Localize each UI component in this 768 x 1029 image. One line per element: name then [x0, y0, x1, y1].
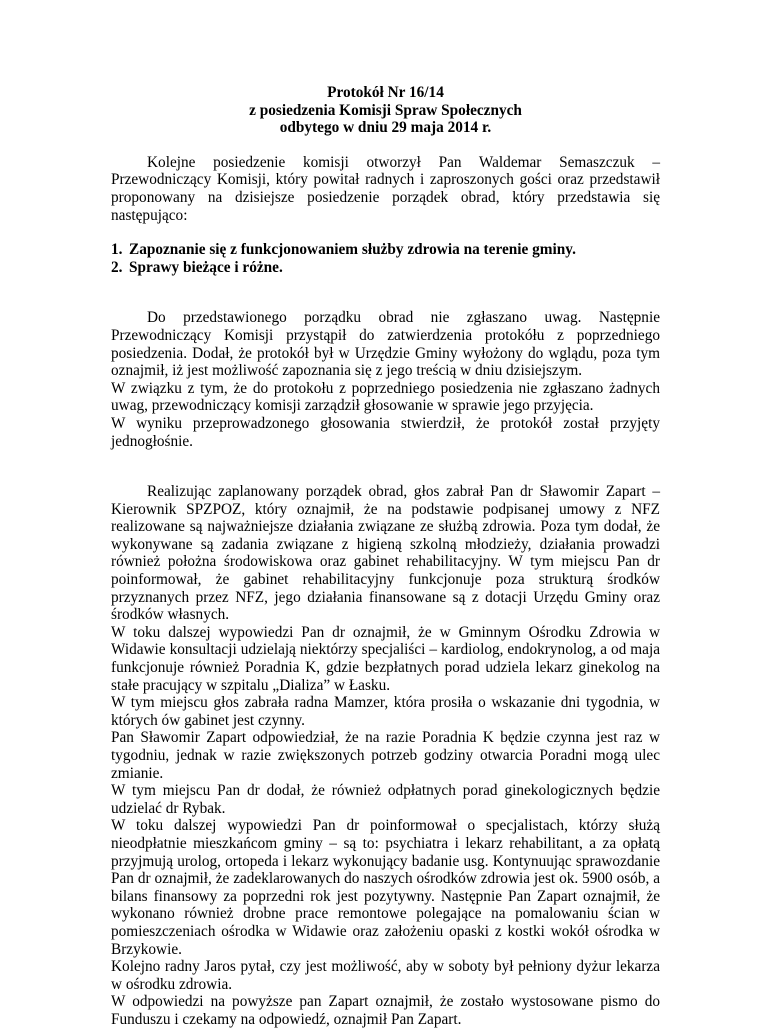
paragraph: W wyniku przeprowadzonego głosowania stwierdził, że protokół został przyjęty jednogłośnie. — [111, 414, 660, 450]
section-health-service — [111, 483, 660, 1028]
section-protocol-approval — [111, 309, 660, 450]
paragraph: W związku z tym, że do protokołu z poprzedniego posiedzenia nie zgłaszano żadnych uwag, przewodniczący komisji zarządził głosowanie w sprawie jego przyjęcia. — [111, 379, 660, 415]
agenda-item-number: 1. — [111, 241, 123, 259]
paragraph: Kolejno radny Jaros pytał, czy jest możliwość, aby w soboty był pełniony dyżur lekarza w ośrodku zdrowia. — [111, 958, 660, 993]
agenda-item-number: 2. — [111, 258, 123, 276]
agenda-item — [111, 259, 660, 277]
paragraph: Pan Sławomir Zapart odpowiedział, że na razie Poradnia K będzie czynna jest raz w tygodniu, jednak w razie zwiększonych potrzeb godziny otwarcia Poradni mogą ulec zmianie. — [111, 729, 660, 782]
agenda-item-text: Zapoznanie się z funkcjonowaniem służby zdrowia na terenie gminy. — [129, 241, 576, 259]
paragraph: Realizując zaplanowany porządek obrad, głos zabrał Pan dr Sławomir Zapart – Kierownik SPZPOZ, który oznajmił, że na podstawie podpisanej umowy z NFZ realizowane są najważniejsze działania związane ze służbą zdrowia. Poza tym dodał, że wykonywane są zadania związane z higieną szkolną młodzieży, działania prowadzi również położna środowiskowa oraz gabinet rehabilitacyjny. W tym miejscu Pan dr poinformował, że gabinet rehabilitacyjny funkcjonuje poza strukturą środków przyznanych przez NFZ, jego działania finansowane są z dotacji Urzędu Gminy oraz środków własnych. — [111, 483, 660, 624]
agenda-item-text: Sprawy bieżące i różne. — [129, 258, 283, 276]
document-page — [111, 84, 660, 1029]
paragraph: W tym miejscu głos zabrała radna Mamzer, która prosiła o wskazanie dni tygodnia, w których ów gabinet jest czynny. — [111, 694, 660, 729]
protocol-subject: z posiedzenia Komisji Spraw Społecznych — [249, 101, 522, 119]
paragraph: Do przedstawionego porządku obrad nie zgłaszano uwag. Następnie Przewodniczący Komisji przystąpił do zatwierdzenia protokółu z poprzedniego posiedzenia. Dodał, że protokół był w Urzędzie Gminy wyłożony do wglądu, poza tym oznajmił, iż jest możliwość zapoznania się z jego treścią w dniu dzisiejszym. — [111, 309, 660, 380]
paragraph: W odpowiedzi na powyższe pan Zapart oznajmił, że zostało wystosowane pismo do Funduszu i czekamy na odpowiedź, oznajmił Pan Zapart. — [111, 993, 660, 1028]
paragraph: W tym miejscu Pan dr dodał, że również odpłatnych porad ginekologicznych będzie udzielać dr Rybak. — [111, 782, 660, 817]
paragraph: W toku dalszej wypowiedzi Pan dr oznajmił, że w Gminnym Ośrodku Zdrowia w Widawie konsultacji udzielają niektórzy specjaliści – kardiolog, endokrynolog, a od maja funkcjonuje również Poradnia K, gdzie bezpłatnych porad udziela lekarz ginekolog na stałe pracujący w szpitalu „Dializa” w Łasku. — [111, 623, 660, 694]
agenda-list — [111, 241, 660, 276]
protocol-date: odbytego w dniu 29 maja 2014 r. — [279, 119, 492, 137]
paragraph: W toku dalszej wypowiedzi Pan dr poinformował o specjalistach, którzy służą nieodpłatnie mieszkańcom gminy – są to: psychiatra i lekarz rehabilitant, a za opłatą przyjmują urolog, ortopeda i lekarz wykonujący badanie usg. Kontynuując sprawozdanie Pan dr oznajmił, że zadeklarowanych do naszych ośrodków zdrowia jest ok. 5900 osób, a bilans finansowy za poprzedni rok jest pozytywny. Następnie Pan Zapart oznajmił, że wykonano również drobne prace remontowe polegające na pomalowaniu ścian w pomieszczeniach ośrodka w Widawie oraz założeniu opaski z kostki wokół ośrodka w Brzykowie. — [111, 817, 660, 958]
protocol-number: Protokół Nr 16/14 — [327, 84, 444, 101]
intro-paragraph: Kolejne posiedzenie komisji otworzył Pan Waldemar Semaszczuk – Przewodniczący Komisji, który powitał radnych i zaproszonych gości oraz przedstawił proponowany na dzisiejsze posiedzenie porządek obrad, który przedstawia się następująco: — [111, 153, 660, 224]
agenda-item — [111, 241, 660, 259]
document-header — [111, 84, 660, 137]
